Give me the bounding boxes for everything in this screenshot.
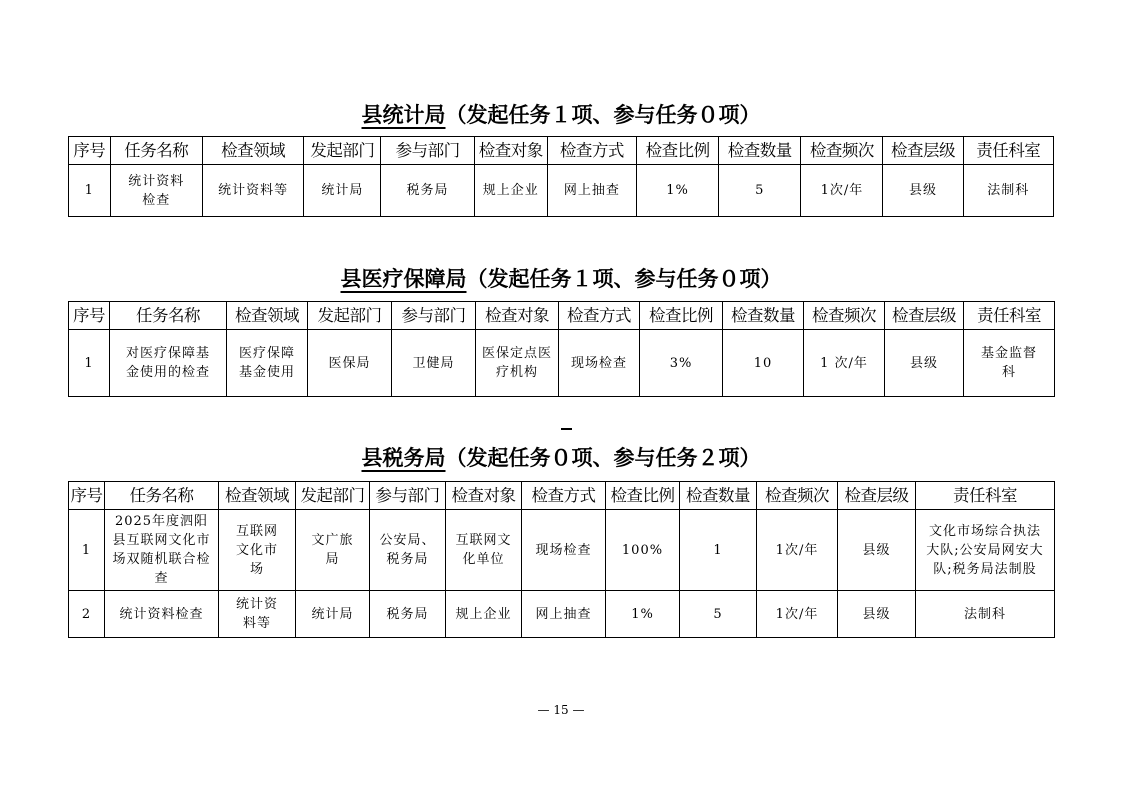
header-cell: 序号 <box>69 302 110 330</box>
cell-ratio: 3% <box>640 330 723 397</box>
cell-initiator: 文广旅局 <box>296 510 370 591</box>
header-cell: 发起部门 <box>304 137 381 165</box>
header-cell: 发起部门 <box>308 302 392 330</box>
task-table-tax <box>68 481 1055 638</box>
cell-method: 现场检查 <box>522 510 606 591</box>
header-cell: 检查方式 <box>547 137 636 165</box>
cell-office: 文化市场综合执法大队;公安局网安大队;税务局法制股 <box>916 510 1055 591</box>
cell-domain: 互联网文化市场 <box>219 510 296 591</box>
cell-method: 现场检查 <box>559 330 640 397</box>
cell-frequency: 1次/年 <box>757 510 838 591</box>
cell-frequency: 1次/年 <box>801 165 883 217</box>
task-summary: （发起任务１项、参与任务０项） <box>445 103 761 127</box>
cell-quantity: 5 <box>719 165 801 217</box>
unit-name: 县统计局 <box>361 103 446 127</box>
cell-seq: 1 <box>69 510 105 591</box>
cell-level: 县级 <box>838 510 916 591</box>
cell-office: 基金监督科 <box>964 330 1055 397</box>
header-cell: 检查领域 <box>219 482 296 510</box>
cell-seq: 1 <box>69 330 110 397</box>
header-cell: 检查频次 <box>757 482 838 510</box>
header-cell: 检查对象 <box>476 302 559 330</box>
cell-ratio: 1% <box>637 165 719 217</box>
cell-participant: 税务局 <box>381 165 474 217</box>
separator-dash <box>561 428 572 430</box>
header-cell: 发起部门 <box>296 482 370 510</box>
header-cell: 任务名称 <box>110 137 202 165</box>
header-cell: 检查领域 <box>227 302 308 330</box>
header-cell: 责任科室 <box>916 482 1055 510</box>
header-cell: 检查方式 <box>559 302 640 330</box>
section-title-statistics <box>0 101 1122 129</box>
header-cell: 检查数量 <box>719 137 801 165</box>
cell-seq: 1 <box>69 165 111 217</box>
cell-task-name: 统计资料检查 <box>110 165 202 217</box>
task-table-medical-security <box>68 301 1055 397</box>
cell-target: 规上企业 <box>446 591 522 638</box>
header-row <box>69 302 1055 330</box>
header-cell: 检查层级 <box>885 302 964 330</box>
header-cell: 检查数量 <box>680 482 757 510</box>
cell-domain: 统计资料等 <box>219 591 296 638</box>
cell-participant: 公安局、税务局 <box>370 510 446 591</box>
cell-level: 县级 <box>885 330 964 397</box>
cell-task-name: 统计资料检查 <box>105 591 219 638</box>
header-cell: 参与部门 <box>370 482 446 510</box>
header-row <box>69 482 1055 510</box>
cell-office: 法制科 <box>916 591 1055 638</box>
cell-method: 网上抽查 <box>547 165 636 217</box>
cell-seq: 2 <box>69 591 105 638</box>
unit-name: 县医疗保障局 <box>340 267 467 291</box>
section-title-medical-security <box>0 265 1122 293</box>
cell-frequency: 1 次/年 <box>804 330 885 397</box>
section-title-tax <box>0 444 1122 472</box>
header-cell: 任务名称 <box>110 302 227 330</box>
cell-frequency: 1次/年 <box>757 591 838 638</box>
table-row <box>69 591 1055 638</box>
cell-ratio: 1% <box>606 591 680 638</box>
header-cell: 检查比例 <box>606 482 680 510</box>
cell-quantity: 5 <box>680 591 757 638</box>
header-cell: 责任科室 <box>963 137 1053 165</box>
cell-quantity: 10 <box>723 330 804 397</box>
cell-target: 互联网文化单位 <box>446 510 522 591</box>
cell-target: 规上企业 <box>474 165 547 217</box>
cell-target: 医保定点医疗机构 <box>476 330 559 397</box>
header-cell: 检查频次 <box>801 137 883 165</box>
cell-initiator: 统计局 <box>304 165 381 217</box>
header-cell: 检查比例 <box>637 137 719 165</box>
header-cell: 检查领域 <box>202 137 303 165</box>
cell-participant: 税务局 <box>370 591 446 638</box>
header-cell: 检查方式 <box>522 482 606 510</box>
task-summary: （发起任务１项、参与任务０项） <box>466 267 782 291</box>
header-cell: 检查数量 <box>723 302 804 330</box>
cell-task-name: 对医疗保障基金使用的检查 <box>110 330 227 397</box>
header-cell: 任务名称 <box>105 482 219 510</box>
header-cell: 序号 <box>69 482 105 510</box>
header-row <box>69 137 1054 165</box>
cell-ratio: 100% <box>606 510 680 591</box>
header-cell: 参与部门 <box>392 302 476 330</box>
cell-office: 法制科 <box>963 165 1053 217</box>
unit-name: 县税务局 <box>361 446 446 470</box>
header-cell: 检查层级 <box>838 482 916 510</box>
task-table-statistics <box>68 136 1054 217</box>
cell-level: 县级 <box>838 591 916 638</box>
cell-domain: 医疗保障基金使用 <box>227 330 308 397</box>
cell-task-name: 2025年度泗阳县互联网文化市场双随机联合检查 <box>105 510 219 591</box>
header-cell: 检查对象 <box>446 482 522 510</box>
cell-level: 县级 <box>883 165 963 217</box>
table-row <box>69 330 1055 397</box>
header-cell: 检查频次 <box>804 302 885 330</box>
task-summary: （发起任务０项、参与任务２项） <box>445 446 761 470</box>
header-cell: 检查对象 <box>474 137 547 165</box>
cell-method: 网上抽查 <box>522 591 606 638</box>
cell-initiator: 统计局 <box>296 591 370 638</box>
header-cell: 检查比例 <box>640 302 723 330</box>
cell-domain: 统计资料等 <box>202 165 303 217</box>
page-number: — 15 — <box>537 703 585 717</box>
header-cell: 序号 <box>69 137 111 165</box>
header-cell: 参与部门 <box>381 137 474 165</box>
header-cell: 检查层级 <box>883 137 963 165</box>
cell-quantity: 1 <box>680 510 757 591</box>
cell-participant: 卫健局 <box>392 330 476 397</box>
header-cell: 责任科室 <box>964 302 1055 330</box>
table-row <box>69 510 1055 591</box>
table-row <box>69 165 1054 217</box>
cell-initiator: 医保局 <box>308 330 392 397</box>
